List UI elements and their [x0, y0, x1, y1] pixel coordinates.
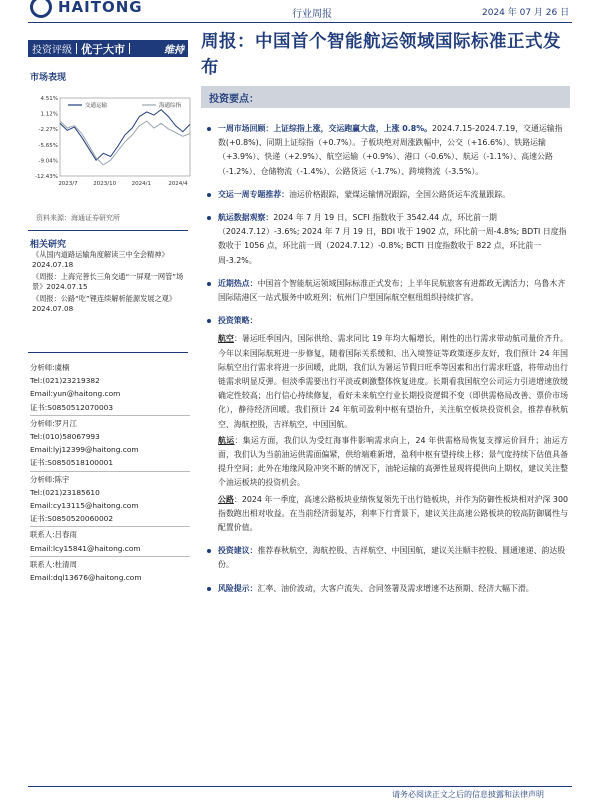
bullet-text: 2024.7.15-2024.7.19，交通运输指数(+0.8%)、同期上证综指（+0.7%）。子板块绝对周涨跌幅中，公交（+16.6%）、铁路运输（+3.9%）、快递（+2.9%）、航空运输（+0.9%）、港口（-0.6%）、航运（-1.1%）、高速公路（-1.2%）、仓储物流（-1.4%）、公路货运（-1.7%）、跨境物流（-3.5%）。: [218, 124, 563, 176]
chart-ytick-label: 1.12%: [40, 111, 58, 118]
chart-xtick-label: 2024/1: [131, 181, 152, 187]
report-type: 行业周报: [292, 9, 332, 20]
bullet-lead: 一周市场回顾：上证综指上涨，交运跑赢大盘，上涨 0.8%。: [218, 124, 433, 133]
weekly-topic: [206, 188, 568, 202]
analyst-name: 分析师:陈宇: [30, 474, 70, 484]
contact-name: 联系人:吕春雨: [30, 530, 77, 540]
investment-advice: [206, 544, 568, 572]
bullet-text: 推荐春秋航空、海航控股、吉祥航空、中国国航，建议关注顺丰控股、圆通速递、韵达股份。: [218, 546, 566, 570]
analyst-email[interactable]: Email:yun@haitong.com: [30, 389, 121, 399]
market-performance-chart: [30, 92, 195, 192]
rating-flag: 维持: [164, 45, 184, 56]
analyst-list: [30, 361, 190, 584]
page-header: [0, 0, 600, 22]
strategy-shipping: [218, 434, 568, 491]
bullet-lead: 交运一周专题推荐：: [218, 189, 290, 199]
strategy-text: ：2024 年一季度，高速公路板块业绩恢复领先于出行链板块，并作为防御性板块相对沪深 300 指数跑出相对收益。在当前经济弱复苏，利率下行背景下，建议关注高速公路板块的较高防御属性与配置价值。: [218, 494, 568, 533]
sidebar-divider: [28, 230, 188, 231]
risk-warning: [206, 582, 568, 596]
strategy-label: 航空: [218, 334, 234, 344]
investment-rating-bar: [28, 40, 188, 57]
chart-legend-label: 海通综指: [159, 103, 182, 109]
related-research-item[interactable]: 《从国内道路运输角度解读三中全会精神》2024.07.18: [32, 250, 169, 269]
rating-title: 优于大市: [81, 42, 125, 56]
analyst-divider: [30, 471, 190, 472]
rating-label: 投资评级: [32, 45, 72, 56]
investment-strategy: [206, 314, 568, 328]
strategy-text: ：集运方面，我们认为受红海事件影响需求向上，24 年供需格局恢复支撑运价回升；油运方面，我们认为当前油运供需面偏紧，供给端难新增，盈利中枢有望持续上移；景气度持续下估值具备提升空间；此外在地缘风险冲突不断的情况下，油轮运输的高弹性显现将提供向上期权，建议关注整个油运板块的投资机会。: [218, 435, 568, 488]
contact-name: 联系人:杜清周: [30, 559, 77, 569]
shipping-data: [206, 211, 568, 268]
strategy-highway: [218, 493, 568, 536]
chart-xtick-label: 2023/10: [93, 181, 117, 187]
recent-hotspots: [206, 277, 568, 305]
chart-xtick-label: 2023/7: [58, 181, 78, 187]
analyst-cert: 证书:S0850518100001: [30, 458, 114, 468]
chart-ytick-label: -9.04%: [38, 158, 58, 165]
report-title: 周报：中国首个智能航运领域国际标准正式发布: [201, 32, 561, 78]
chart-ytick-label: -5.65%: [38, 142, 58, 149]
chart-ytick-label: -2.27%: [38, 127, 58, 134]
report-body: [206, 122, 568, 605]
chart-ytick-label: -12.43%: [35, 174, 58, 180]
bullet-lead: 航运数据观察：: [218, 213, 274, 223]
strategy-label: 公路: [218, 494, 234, 504]
key-points-title: 投资要点：: [209, 94, 259, 105]
bullet-text: 2024 年 7 月 19 日，SCFI 指数收于 3542.44 点，环比前一期（2024.7.12）-3.6%; 2024 年 7 月 19 日，BDI 收于 1902 点，环比前一周-4.8%; BDTI 日度指数收于 1056 点，环比前一周（2024.7.12）-0.8%; BCTI 日度指数收于 822 点，环比前一周-3.2%。: [218, 213, 567, 265]
rating-separator: [129, 43, 130, 54]
related-research-title: 相关研究: [30, 240, 67, 250]
bullet-text: 汇率、油价波动，大客户流失、合同签署及需求增速不达预期、经济大幅下滑。: [257, 583, 534, 593]
chart-series-line: [60, 110, 190, 161]
strategy-label: 航运: [218, 435, 235, 445]
contact-email[interactable]: Email:dql13676@haitong.com: [30, 573, 142, 583]
bullet-text: 油运价格跟踪，蒙煤运输情况跟踪，全国公路货运车流量跟踪。: [289, 189, 510, 199]
related-research-item[interactable]: 《周报：公路“吃”锂连续解析能源发展之观》2024.07.08: [32, 294, 177, 313]
chart-ytick-label: 4.51%: [40, 96, 58, 102]
related-research-list: [32, 250, 190, 316]
analyst-email[interactable]: Email:lyj12399@haitong.com: [30, 445, 139, 455]
strategy-text: ：暑运旺季国内，国际供给、需求同比 19 年均大幅增长，刚性的出行需求带动航司量价齐升。今年以来国际航班进一步修复，随着国际关系缓和、出入境签证等政策逐步友好，我们预计 24 年国际航空出行需求将进一步回暖，此期，我们认为暑运节假日旺季等因素和出行需求旺盛，将带动出行链需求明显反弹。但淡季需要出行平淡或刺激整体恢复进度。长期看我国航空公司运力引进增速放缓确定性较高；出行信心持续修复，看好未来航空行业长期投资逻辑不变（即供需格局改善、票价市场化），静待经济回暖。我们预计 24 年航司盈利中枢有望抬升，关注航空板块投资机会，推荐春秋航空、海航控股，吉祥航空、中国国航。: [218, 334, 568, 429]
bullet-lead: 投资策略：: [218, 316, 258, 326]
logo-text: HAITONG: [58, 0, 143, 16]
analyst-tel: Tel:(010)58067993: [30, 432, 100, 442]
analyst-tel: Tel:(021)23185610: [30, 487, 100, 497]
market-performance-title: 市场表现: [30, 73, 67, 83]
bullet-lead: 风险提示：: [218, 583, 258, 593]
analyst-cert: 证书:S0850520060002: [30, 514, 114, 524]
weekly-market-review: [206, 122, 568, 179]
related-research-item[interactable]: 《周报：上海完善长三角交通“一屏观一网管”场景》2024.07.15: [32, 272, 184, 291]
chart-series-line: [60, 121, 190, 165]
analyst-name: 分析师:罗月江: [30, 418, 77, 428]
analyst-cert: 证书:S0850512070003: [30, 402, 114, 412]
analyst-email[interactable]: Email:cy13115@haitong.com: [30, 501, 139, 511]
sidebar-divider: [28, 352, 188, 353]
bullet-lead: 投资建议：: [218, 546, 258, 556]
haitong-logo: [30, 0, 143, 18]
footer-divider: [28, 786, 572, 787]
strategy-aviation: [218, 332, 568, 431]
chart-legend-label: 交通运输: [85, 103, 108, 109]
analyst-divider: [30, 526, 190, 527]
key-points-bar: [201, 86, 570, 108]
haitong-logo-icon: [30, 0, 52, 18]
bullet-lead: 近期热点：: [218, 278, 258, 288]
analyst-divider: [30, 556, 190, 557]
bullet-text: 中国首个智能航运领域国际标准正式发布；上半年民航旅客有进都政无满活力；乌鲁木齐国际陆港区一站式服务中欧班列；杭州门户型国际航空枢纽组织持续扩容。: [218, 278, 566, 303]
analyst-divider: [30, 415, 190, 416]
analyst-tel: Tel:(021)23219382: [30, 376, 100, 386]
footer-disclaimer: 请务必阅读正文之后的信息披露和法律声明: [392, 790, 544, 799]
analyst-name: 分析师:虞楠: [30, 363, 70, 372]
chart-plot-frame: [60, 98, 190, 176]
header-divider: [28, 22, 572, 23]
contact-email[interactable]: Email:lcy15841@haitong.com: [30, 543, 141, 553]
chart-xtick-label: 2024/4: [168, 181, 188, 187]
report-date: 2024 年 07 月 26 日: [482, 8, 570, 18]
chart-source-note: 资料来源：海通证券研究所: [36, 214, 120, 222]
